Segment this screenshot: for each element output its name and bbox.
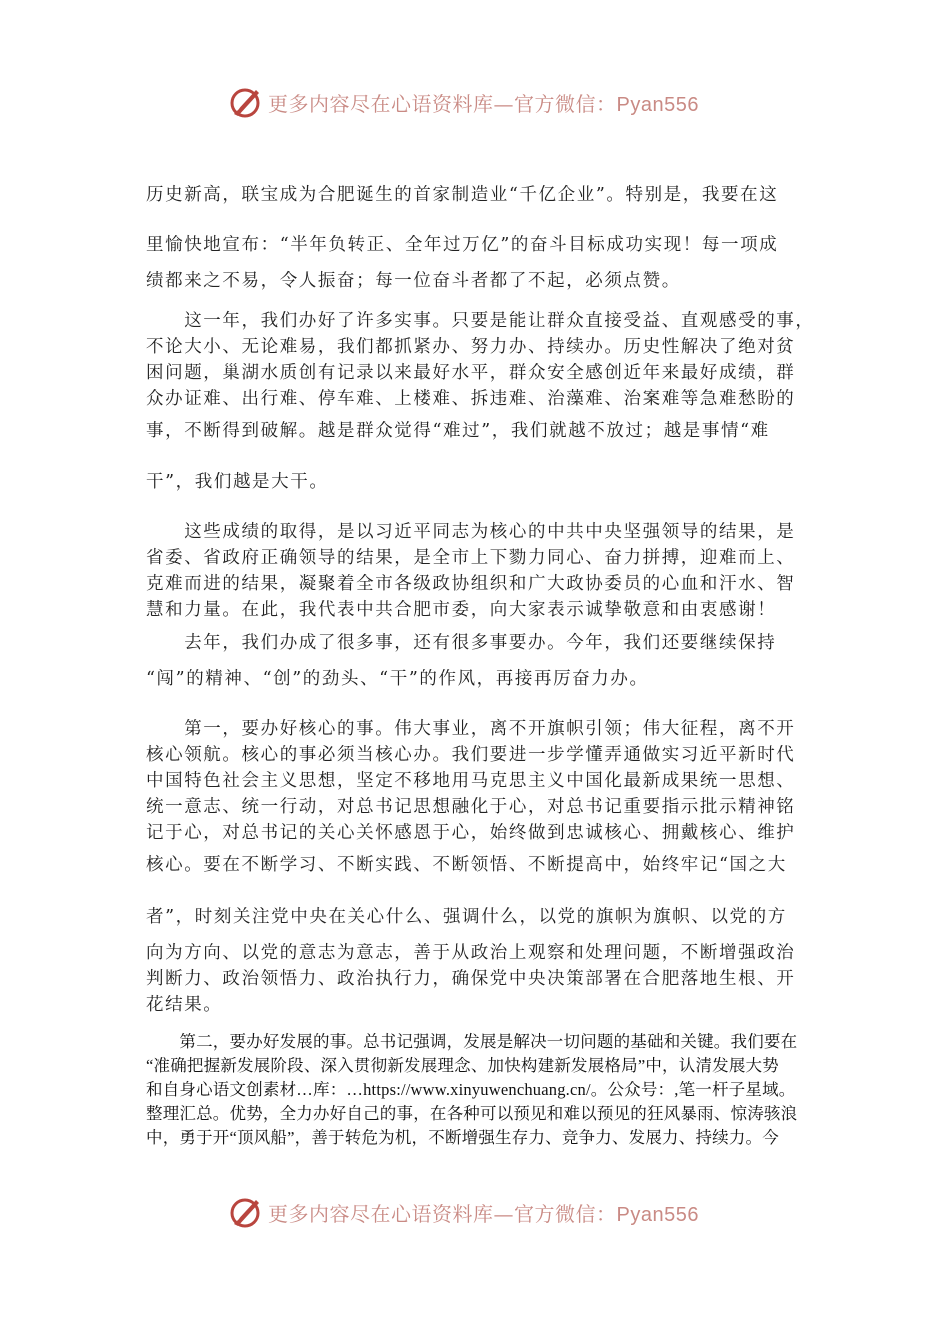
text-line: 去年，我们办成了很多事，还有很多事要办。今年，我们还要继续保持 <box>146 633 777 653</box>
footer-banner-text: 更多内容尽在心语资料库—官方微信：Pyan556 <box>268 1201 699 1226</box>
text-line: 统一意志、统一行动，对总书记思想融化于心，对总书记重要指示批示精神铭 <box>146 797 796 817</box>
text-line: 第二，要办好发展的事。总书记强调，发展是解决一切问题的基础和关键。我们要在 <box>146 1032 798 1051</box>
text-line: 和自身心语文创素材…库：…https://www.xinyuwenchuang.cn/。公众号：,笔一杆子星域。 <box>146 1080 796 1099</box>
header-banner <box>228 82 728 122</box>
text-line: 绩都来之不易，令人振奋；每一位奋斗者都了不起，必须点赞。 <box>146 271 681 291</box>
text-line: 核心。要在不断学习、不断实践、不断领悟、不断提高中，始终牢记“国之大 <box>146 855 787 875</box>
text-line: 花结果。 <box>146 995 223 1015</box>
text-line: 不论大小、无论难易，我们都抓紧办、努力办、持续办。历史性解决了绝对贫 <box>146 337 796 357</box>
text-line: 者”，时刻关注党中央在关心什么、强调什么，以党的旗帜为旗帜、以党的方 <box>146 907 787 927</box>
header-banner-text: 更多内容尽在心语资料库—官方微信：Pyan556 <box>268 91 699 116</box>
text-line: 困问题，巢湖水质创有记录以来最好水平，群众安全感创近年来最好成绩，群 <box>146 363 796 383</box>
footer-banner <box>228 1192 728 1232</box>
text-line: 中国特色社会主义思想，坚定不移地用马克思主义中国化最新成果统一思想、 <box>146 771 796 791</box>
text-line: 省委、省政府正确领导的结果，是全市上下勠力同心、奋力拼搏，迎难而上、 <box>146 548 796 568</box>
text-line: 这一年，我们办好了许多实事。只要是能让群众直接受益、直观感受的事， <box>146 311 815 331</box>
text-line: 判断力、政治领悟力、政治执行力，确保党中央决策部署在合肥落地生根、开 <box>146 969 796 989</box>
text-line: 历史新高，联宝成为合肥诞生的首家制造业“千亿企业”。特别是，我要在这 <box>146 185 779 205</box>
brush-logo-icon <box>228 84 264 120</box>
text-line: 第一，要办好核心的事。伟大事业，离不开旗帜引领；伟大征程，离不开 <box>146 719 796 739</box>
wechat-id: Pyan556 <box>616 1203 699 1226</box>
text-line: 中，勇于开“顶风船”，善于转危为机，不断增强生存力、竞争力、发展力、持续力。今 <box>146 1128 779 1147</box>
text-line: 事，不断得到破解。越是群众觉得“难过”，我们就越不放过；越是事情“难 <box>146 421 770 441</box>
text-line: 众办证难、出行难、停车难、上楼难、拆违难、治藻难、治案难等急难愁盼的 <box>146 389 796 409</box>
text-line: 记于心，对总书记的关心关怀感恩于心，始终做到忠诚核心、拥戴核心、维护 <box>146 823 796 843</box>
brush-logo-icon <box>228 1194 264 1230</box>
text-line: 慧和力量。在此，我代表中共合肥市委，向大家表示诚挚敬意和由衷感谢！ <box>146 600 777 620</box>
text-line: 克难而进的结果，凝聚着全市各级政协组织和广大政协委员的心血和汗水、智 <box>146 574 796 594</box>
text-line: 干”，我们越是大干。 <box>146 472 329 492</box>
text-line: “准确把握新发展阶段、深入贯彻新发展理念、加快构建新发展格局”中，认清发展大势 <box>146 1056 779 1075</box>
text-line: 这些成绩的取得，是以习近平同志为核心的中共中央坚强领导的结果，是 <box>146 522 796 542</box>
text-line: 向为方向、以党的意志为意志，善于从政治上观察和处理问题，不断增强政治 <box>146 943 796 963</box>
text-line: 核心领航。核心的事必须当核心办。我们要进一步学懂弄通做实习近平新时代 <box>146 745 796 765</box>
wechat-id: Pyan556 <box>616 93 699 116</box>
text-line: 里愉快地宣布：“半年负转正、全年过万亿”的奋斗目标成功实现！每一项成 <box>146 235 779 255</box>
text-line: 整理汇总。优势，全力办好自己的事，在各种可以预见和难以预见的狂风暴雨、惊涛骇浪 <box>146 1104 798 1123</box>
text-line: “闯”的精神、“创”的劲头、“干”的作风，再接再厉奋力办。 <box>146 669 649 689</box>
